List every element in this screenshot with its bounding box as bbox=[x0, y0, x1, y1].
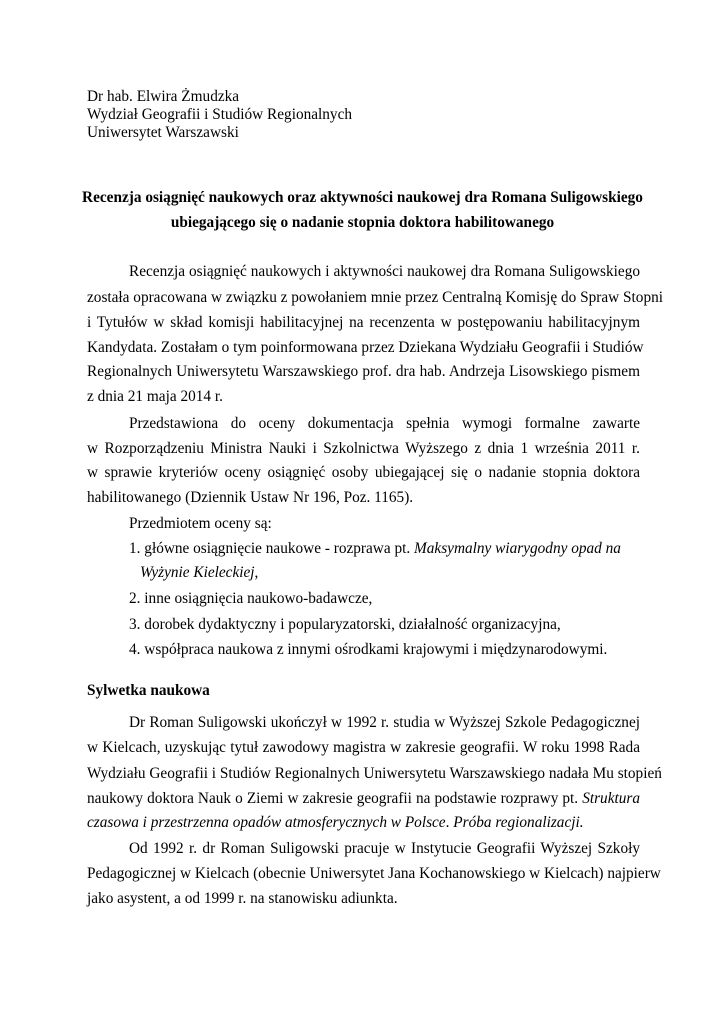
subject-item-1-suffix: , bbox=[254, 564, 259, 581]
section-heading: Sylwetka naukowa bbox=[87, 682, 210, 699]
documentation-line-2: w Rozporządzeniu Ministra Nauki i Szkolnictwa Wyższego z dnia 1 września 2011 r. bbox=[87, 440, 640, 457]
author-department: Wydział Geografii i Studiów Regionalnych bbox=[87, 106, 353, 123]
profile-line-4-text: naukowy doktora Nauk o Ziemi w zakresie geografii na podstawie rozprawy pt. bbox=[87, 790, 583, 807]
profile-line-1: Dr Roman Suligowski ukończył w 1992 r. studia w Wyższej Szkole Pedagogicznej bbox=[129, 714, 640, 731]
intro-line-3: i Tytułów w skład komisji habilitacyjnej na recenzenta w postępowaniu habilitacyjnym bbox=[87, 314, 640, 331]
subject-item-4: 4. współpraca naukowa z innymi ośrodkami krajowymi i międzynarodowymi. bbox=[129, 641, 608, 658]
author-name: Dr hab. Elwira Żmudzka bbox=[87, 88, 240, 105]
profile-p2-line-2: Pedagogicznej w Kielcach (obecnie Uniwersytet Jana Kochanowskiego w Kielcach) najpierw bbox=[87, 865, 661, 882]
dissertation-title-start: Struktura bbox=[582, 790, 640, 807]
intro-line-4: Kandydata. Zostałam o tym poinformowana przez Dziekana Wydziału Geografii i Studiów bbox=[87, 339, 644, 356]
intro-line-6: z dnia 21 maja 2014 r. bbox=[87, 388, 223, 405]
documentation-line-4: habilitowanego (Dziennik Ustaw Nr 196, Poz. 1165). bbox=[87, 489, 414, 506]
subject-item-1-prefix: 1. główne osiągnięcie naukowe - rozprawa pt. bbox=[129, 540, 415, 557]
profile-p2-line-1: Od 1992 r. dr Roman Suligowski pracuje w Instytucie Geografii Wyższej Szkoły bbox=[129, 840, 640, 857]
profile-line-4 bbox=[87, 791, 640, 806]
intro-line-2: została opracowana w związku z powołaniem mnie przez Centralną Komisję do Spraw Stopni bbox=[87, 289, 664, 306]
subject-item-1-continued bbox=[140, 565, 258, 580]
dissertation-title-end: Próba regionalizacji. bbox=[453, 814, 584, 831]
intro-line-5: Regionalnych Uniwersytetu Warszawskiego prof. dra hab. Andrzeja Lisowskiego pismem bbox=[87, 363, 640, 380]
author-university: Uniwersytet Warszawski bbox=[87, 124, 239, 141]
dissertation-title-middle: czasowa i przestrzenna opadów atmosferycznych w Polsce bbox=[87, 814, 446, 831]
subject-item-1 bbox=[129, 541, 621, 556]
subject-item-2: 2. inne osiągnięcia naukowo-badawcze, bbox=[129, 590, 373, 607]
documentation-line-3: w sprawie kryteriów oceny osiągnięć osoby ubiegającej się o nadanie stopnia doktora bbox=[87, 464, 640, 481]
dissertation-title-separator: . bbox=[445, 814, 454, 831]
profile-line-3: Wydziału Geografii i Studiów Regionalnych Uniwersytetu Warszawskiego nadała Mu stopień bbox=[87, 765, 662, 782]
subject-item-1-title-end: Wyżynie Kieleckiej bbox=[140, 564, 255, 581]
profile-p2-line-3: jako asystent, a od 1999 r. na stanowisku adiunkta. bbox=[87, 890, 398, 907]
title-line-1: Recenzja osiągnięć naukowych oraz aktywności naukowej dra Romana Suligowskiego bbox=[82, 189, 643, 206]
subject-item-3: 3. dorobek dydaktyczny i popularyzatorski, działalność organizacyjna, bbox=[129, 616, 561, 633]
intro-line-1: Recenzja osiągnięć naukowych i aktywności naukowej dra Romana Suligowskiego bbox=[129, 263, 640, 280]
documentation-line-1: Przedstawiona do oceny dokumentacja spełnia wymogi formalne zawarte bbox=[129, 415, 640, 432]
subjects-heading: Przedmiotem oceny są: bbox=[129, 515, 272, 532]
profile-line-2: w Kielcach, uzyskując tytuł zawodowy magistra w zakresie geografii. W roku 1998 Rada bbox=[87, 739, 640, 756]
title-line-2: ubiegającego się o nadanie stopnia doktora habilitowanego bbox=[170, 214, 555, 231]
subject-item-1-title: Maksymalny wiarygodny opad na bbox=[414, 540, 621, 557]
profile-line-5 bbox=[87, 815, 584, 830]
